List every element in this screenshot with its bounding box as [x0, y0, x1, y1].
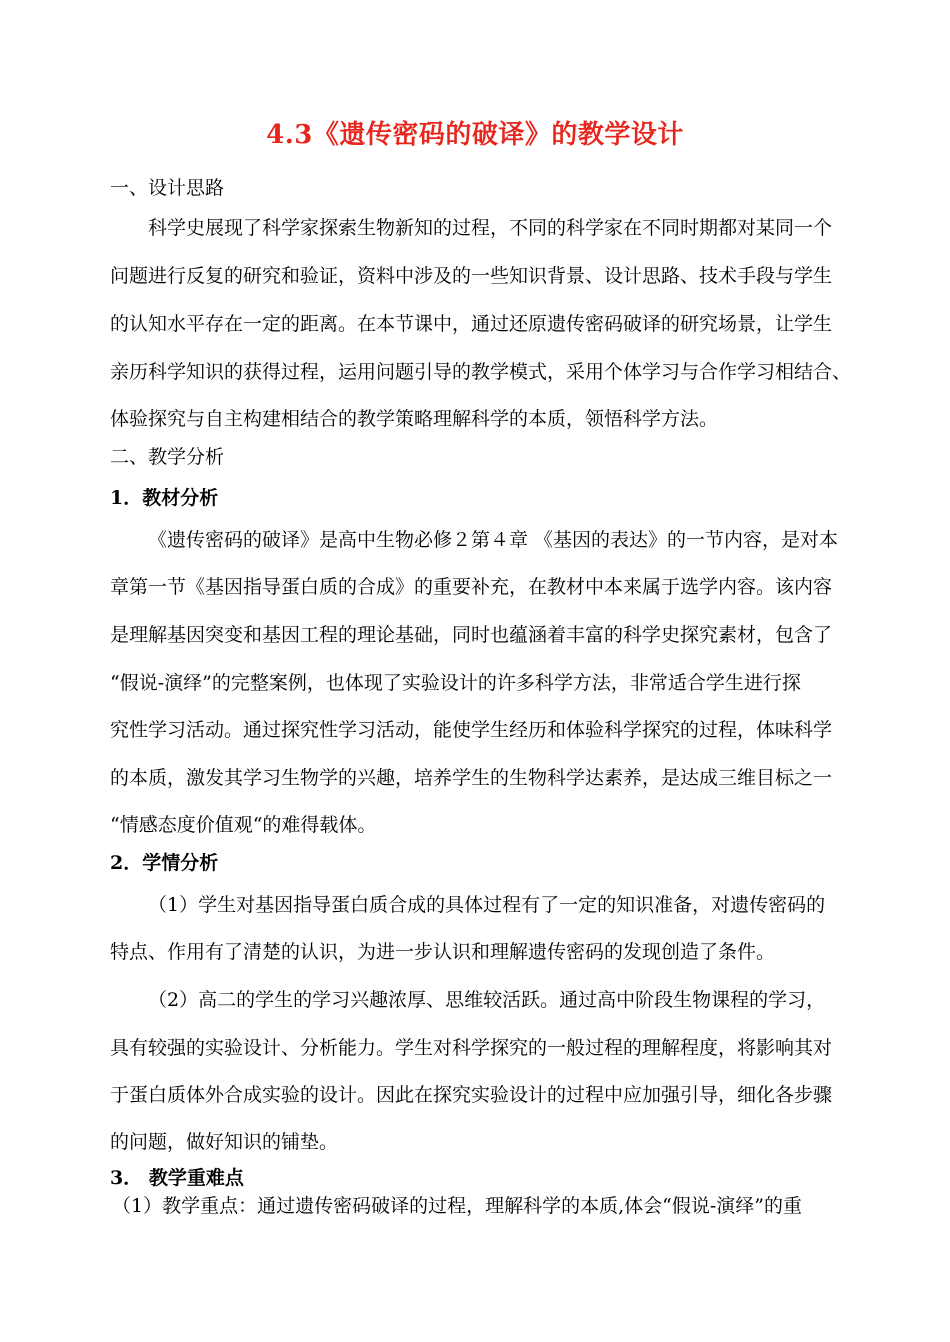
subsection-heading-key-difficult-points: 3． 教学重难点 — [110, 1167, 244, 1189]
section-heading-design-idea: 一、设计思路 — [110, 177, 225, 199]
paragraph-line: 是理解基因突变和基因工程的理论基础，同时也蕴涵着丰富的科学史探究素材，包含了 — [110, 624, 833, 646]
paragraph-line: 的本质，激发其学习生物学的兴趣，培养学生的生物科学达素养，是达成三维目标之一 — [110, 767, 833, 789]
document-title: 4.3《遗传密码的破译》的教学设计 — [266, 120, 684, 150]
paragraph-line: 《遗传密码的破译》是高中生物必修２第４章 《基因的表达》的一节内容，是对本 — [148, 529, 839, 551]
paragraph-line: （2）高二的学生的学习兴趣浓厚、思维较活跃。通过高中阶段生物课程的学习， — [148, 989, 826, 1011]
paragraph-line: 科学史展现了科学家探索生物新知的过程，不同的科学家在不同时期都对某同一个 — [148, 217, 833, 239]
paragraph-line: 于蛋白质体外合成实验的设计。因此在探究实验设计的过程中应加强引导，细化各步骤 — [110, 1084, 833, 1106]
paragraph-line: 特点、作用有了清楚的认识，为进一步认识和理解遗传密码的发现创造了条件。 — [110, 941, 776, 963]
paragraph-line: 具有较强的实验设计、分析能力。学生对科学探究的一般过程的理解程度，将影响其对 — [110, 1037, 833, 1059]
paragraph-line: 亲历科学知识的获得过程，运用问题引导的教学模式，采用个体学习与合作学习相结合、 — [110, 361, 852, 383]
paragraph-line: 究性学习活动。通过探究性学习活动，能使学生经历和体验科学探究的过程，体味科学 — [110, 719, 833, 741]
subsection-heading-textbook-analysis: 1．教材分析 — [110, 487, 219, 509]
paragraph-line: 问题进行反复的研究和验证，资料中涉及的一些知识背景、设计思路、技术手段与学生 — [110, 265, 833, 287]
subsection-heading-student-analysis: 2．学情分析 — [110, 852, 219, 874]
paragraph-line: （1）教学重点：通过遗传密码破译的过程，理解科学的本质,体会“假说-演绎”的重 — [112, 1195, 802, 1217]
paragraph-line: 体验探究与自主构建相结合的教学策略理解科学的本质，领悟科学方法。 — [110, 408, 719, 430]
paragraph-line: （1）学生对基因指导蛋白质合成的具体过程有了一定的知识准备，对遗传密码的 — [148, 894, 826, 916]
paragraph-line: 的问题，做好知识的铺垫。 — [110, 1131, 339, 1153]
paragraph-line: “情感态度价值观“的难得载体。 — [110, 814, 377, 836]
paragraph-line: 的认知水平存在一定的距离。在本节课中，通过还原遗传密码破译的研究场景，让学生 — [110, 313, 833, 335]
section-heading-teaching-analysis: 二、教学分析 — [110, 446, 225, 468]
paragraph-line: “假说-演绎”的完整案例，也体现了实验设计的许多科学方法，非常适合学生进行探 — [110, 672, 801, 694]
paragraph-line: 章第一节《基因指导蛋白质的合成》的重要补充，在教材中本来属于选学内容。该内容 — [110, 576, 833, 598]
